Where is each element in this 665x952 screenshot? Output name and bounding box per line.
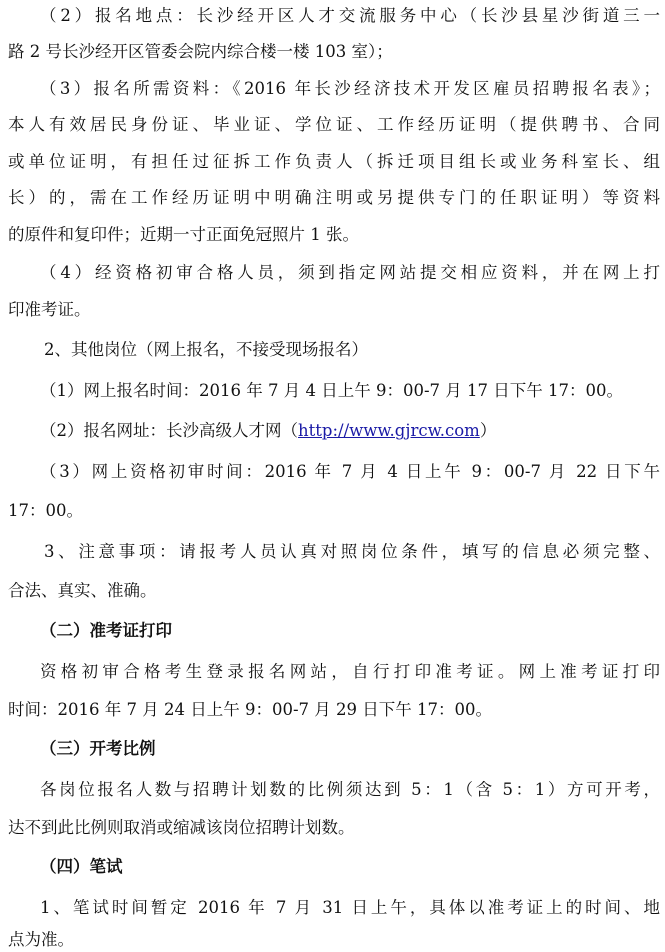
section-heading-admission-ticket: （二）准考证打印 [40,621,172,640]
paragraph-line: 1、笔试时间暂定 2016 年 7 月 31 日上午，具体以准考证上的时间、地 [40,898,660,917]
website-line-prefix: （2）报名网址：长沙高级人才网（ [40,421,298,440]
paragraph-line: （4）经资格初审合格人员，须到指定网站提交相应资料，并在网上打 [40,263,660,282]
paragraph-line: 印准考证。 [8,300,91,319]
section-heading-exam-ratio: （三）开考比例 [40,739,156,758]
paragraph-line: 的原件和复印件；近期一寸正面免冠照片 1 张。 [8,225,359,244]
section-heading-written-exam: （四）笔试 [40,857,123,876]
website-line [40,420,660,442]
paragraph-line: （3）网上资格初审时间：2016 年 7 月 4 日上午 9：00-7 月 22 日下午 [40,462,660,481]
paragraph-line: 点为准。 [8,930,74,949]
paragraph-line: 17：00。 [8,501,83,520]
paragraph-line: 路 2 号长沙经开区管委会院内综合楼一楼 103 室）； [8,42,393,61]
paragraph-line: 各岗位报名人数与招聘计划数的比例须达到 5：1（含 5：1）方可开考， [40,780,660,799]
paragraph-line: 3、注意事项：请报考人员认真对照岗位条件，填写的信息必须完整、 [44,542,660,561]
paragraph-line: 长）的，需在工作经历证明中明确注明或另提供专门的任职证明）等资料 [8,188,660,207]
paragraph-line: 资格初审合格考生登录报名网站，自行打印准考证。网上准考证打印 [40,662,660,681]
paragraph-line: （1）网上报名时间：2016 年 7 月 4 日上午 9：00-7 月 17 日下午 17：00。 [40,381,623,400]
paragraph-line: 合法、真实、准确。 [8,581,157,600]
paragraph-line: 2、其他岗位（网上报名，不接受现场报名） [44,340,368,359]
paragraph-line: 本人有效居民身份证、毕业证、学位证、工作经历证明（提供聘书、合同 [8,115,660,134]
paragraph-line: （3）报名所需资料：《2016 年长沙经济技术开发区雇员招聘报名表》； [40,79,660,98]
website-link[interactable]: http://www.gjrcw.com [298,421,480,440]
paragraph-line: （2）报名地点：长沙经开区人才交流服务中心（长沙县星沙街道三一 [40,6,660,25]
paragraph-line: 时间：2016 年 7 月 24 日上午 9：00-7 月 29 日下午 17：00。 [8,700,492,719]
website-line-suffix: ） [479,421,497,440]
paragraph-line: 或单位证明，有担任过征拆工作负责人（拆迁项目组长或业务科室长、组 [8,152,660,171]
paragraph-line: 达不到此比例则取消或缩减该岗位招聘计划数。 [8,818,355,837]
